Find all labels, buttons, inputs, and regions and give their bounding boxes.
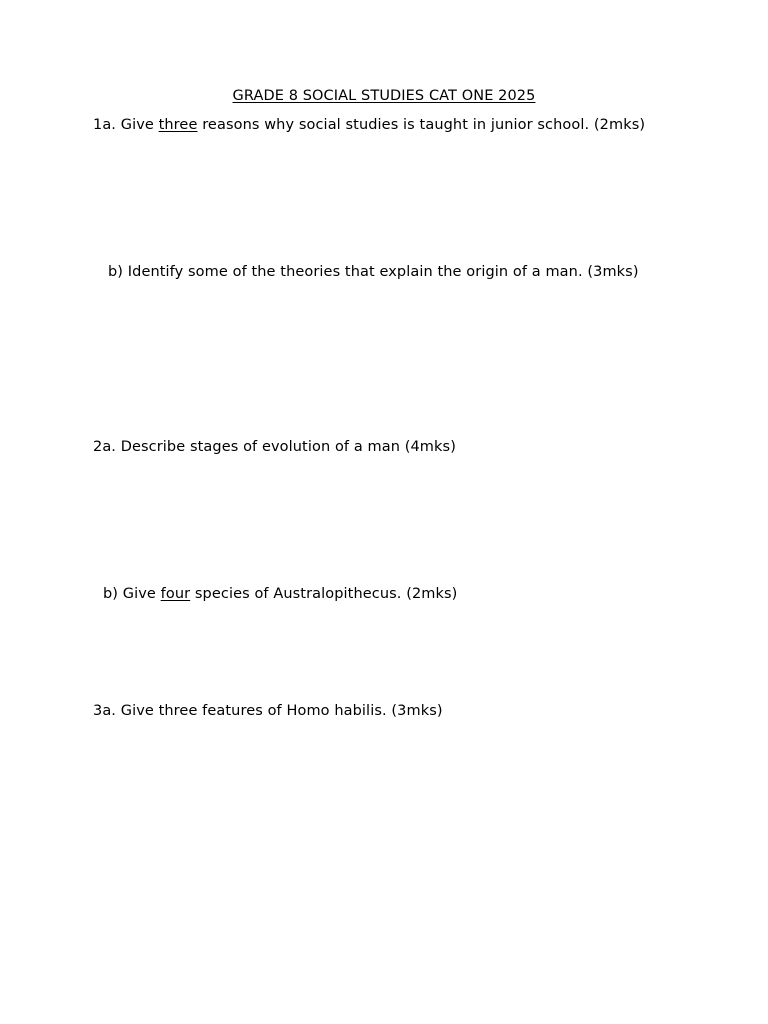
question-2b-prefix: b) Give <box>103 586 161 602</box>
question-2b <box>103 585 457 603</box>
question-1a-emphasis: three <box>158 117 198 133</box>
question-2b-emphasis: four <box>160 586 191 602</box>
question-2a: 2a. Describe stages of evolution of a man (4mks) <box>93 439 456 455</box>
question-2b-suffix: species of Australopithecus. (2mks) <box>190 586 458 602</box>
question-1a-prefix: 1a. Give <box>93 117 159 133</box>
question-1b: b) Identify some of the theories that explain the origin of a man. (3mks) <box>108 264 639 280</box>
question-3a: 3a. Give three features of Homo habilis. (3mks) <box>93 703 443 719</box>
page-title: GRADE 8 SOCIAL STUDIES CAT ONE 2025 <box>232 88 536 104</box>
question-1a-suffix: reasons why social studies is taught in junior school. (2mks) <box>197 117 646 133</box>
question-1a <box>93 116 645 134</box>
